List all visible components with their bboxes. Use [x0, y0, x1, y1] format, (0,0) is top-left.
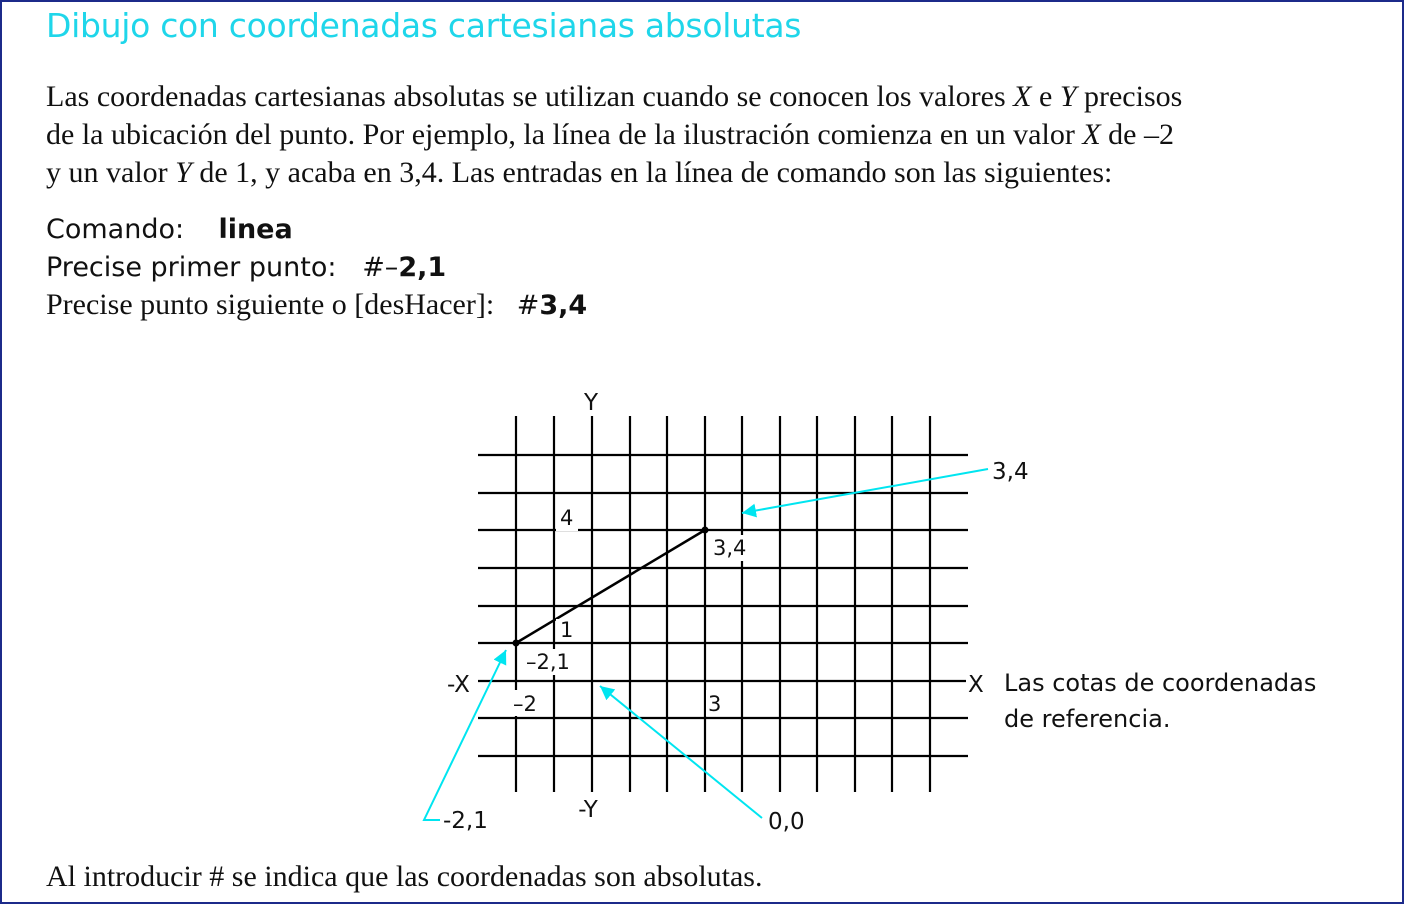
tick-label-1: 1	[560, 618, 574, 642]
tick-label-neg2: –2	[513, 692, 537, 716]
text-run: precisos	[1076, 80, 1183, 113]
command-label: Comando:	[46, 214, 185, 245]
axis-y-label: Y	[583, 390, 599, 416]
callout-origin-leader	[600, 686, 762, 818]
callout-end-label: 3,4	[992, 459, 1029, 485]
command-value: linea	[218, 214, 293, 245]
tick-label-3: 3	[708, 692, 722, 716]
drawn-line	[516, 530, 705, 643]
footer-note: Al introducir # se indica que las coordenadas son absolutas.	[46, 860, 763, 893]
text-run: Las coordenadas cartesianas absolutas se utilizan cuando se conocen los valores	[46, 80, 1014, 113]
command-label: Precise punto siguiente o [desHacer]:	[46, 288, 495, 321]
callout-origin-label: 0,0	[768, 809, 805, 835]
command-hash: #–	[362, 252, 399, 283]
text-run: y un valor	[46, 156, 176, 189]
var-y: Y	[1059, 80, 1077, 113]
command-value: 2,1	[398, 252, 447, 283]
start-point	[513, 640, 520, 647]
text-run: de la ubicación del punto. Por ejemplo, la línea de la ilustración comienza en un valor	[46, 118, 1083, 151]
grid	[478, 416, 968, 792]
text-run: e	[1031, 80, 1060, 113]
point-end-label: 3,4	[713, 536, 747, 560]
command-value: 3,4	[539, 290, 588, 321]
var-x: X	[1013, 80, 1032, 113]
axis-neg-y-label: -Y	[578, 797, 598, 823]
end-point	[702, 527, 709, 534]
point-start-label: –2,1	[526, 650, 570, 674]
page-title: Dibujo con coordenadas cartesianas absolutas	[46, 6, 802, 45]
var-x: X	[1082, 118, 1101, 151]
command-hash: #	[516, 290, 540, 321]
axis-neg-x-label: -X	[447, 672, 470, 698]
axis-x-label: X	[968, 672, 984, 698]
command-label: Precise primer punto:	[46, 252, 337, 283]
text-run: de –2	[1100, 118, 1174, 151]
callout-start-label: -2,1	[443, 808, 488, 834]
var-y: Y	[175, 156, 192, 189]
note-line-2: de referencia.	[1004, 705, 1171, 733]
note-line-1: Las cotas de coordenadas	[1004, 669, 1317, 697]
tick-label-4: 4	[560, 506, 574, 530]
text-run: de 1, y acaba en 3,4. Las entradas en la línea de comando son las siguientes:	[191, 156, 1113, 189]
